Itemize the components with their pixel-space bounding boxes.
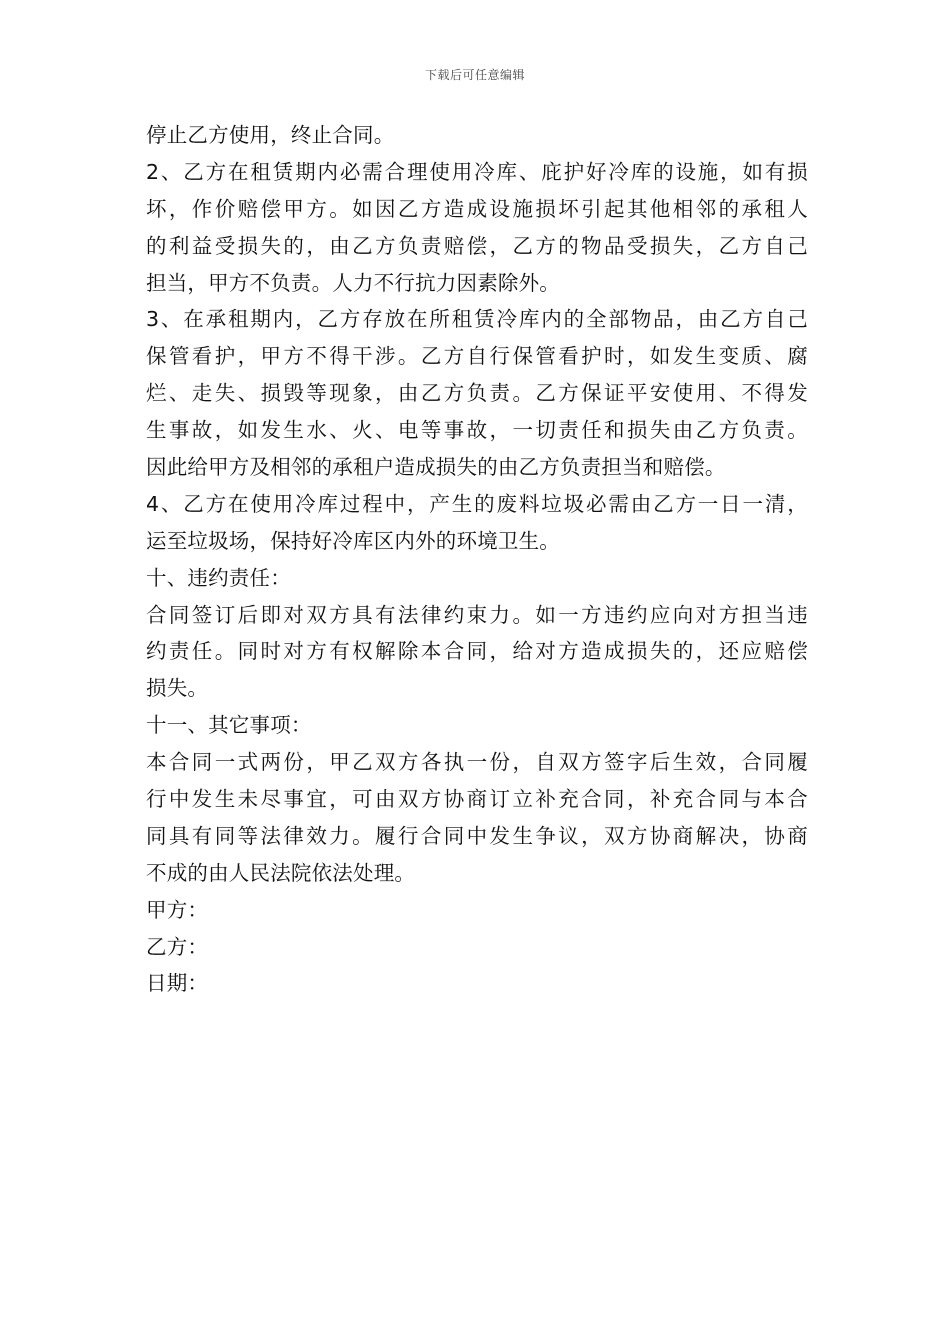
body-line: 运至垃圾场，保持好冷库区内外的环境卫生。 <box>146 528 560 553</box>
body-line: 生事故，如发生水、火、电等事故，一切责任和损失由乙方负责。 <box>146 418 808 443</box>
signature-date: 日期： <box>146 971 209 996</box>
body-line: 本合同一式两份，甲乙双方各执一份，自双方签字后生效，合同履 <box>146 750 808 775</box>
body-line: 的利益受损失的，由乙方负责赔偿，乙方的物品受损失，乙方自己 <box>146 233 808 258</box>
body-line: 保管看护，甲方不得干涉。乙方自行保管看护时，如发生变质、腐 <box>146 344 808 369</box>
body-line: 3、在承租期内，乙方存放在所租赁冷库内的全部物品，由乙方自己 <box>146 307 808 332</box>
body-line: 坏，作价赔偿甲方。如因乙方造成设施损坏引起其他相邻的承租人 <box>146 196 808 221</box>
body-line: 停止乙方使用，终止合同。 <box>146 123 395 147</box>
body-line: 行中发生未尽事宜，可由双方协商订立补充合同，补充合同与本合 <box>146 787 808 812</box>
section-heading: 十一、其它事项： <box>146 713 312 738</box>
signature-party-b: 乙方： <box>146 934 209 959</box>
body-line: 2、乙方在租赁期内必需合理使用冷库、庇护好冷库的设施，如有损 <box>146 159 808 184</box>
document-body <box>146 117 808 1002</box>
body-line: 因此给甲方及相邻的承租户造成损失的由乙方负责担当和赔偿。 <box>146 455 726 480</box>
body-line: 4、乙方在使用冷库过程中，产生的废料垃圾必需由乙方一日一清， <box>146 491 808 516</box>
body-line: 同具有同等法律效力。履行合同中发生争议，双方协商解决，协商 <box>146 823 808 848</box>
section-heading: 十、违约责任： <box>146 565 291 590</box>
body-line: 担当，甲方不负责。人力不行抗力因素除外。 <box>146 270 560 295</box>
body-line: 合同签订后即对双方具有法律约束力。如一方违约应向对方担当违 <box>146 602 808 627</box>
signature-party-a: 甲方： <box>146 897 209 922</box>
body-line: 不成的由人民法院依法处理。 <box>146 860 416 885</box>
body-line: 烂、走失、损毁等现象，由乙方负责。乙方保证平安使用、不得发 <box>146 381 808 406</box>
page-header: 下载后可任意编辑 <box>424 68 525 82</box>
body-line: 损失。 <box>146 676 209 701</box>
body-line: 约责任。同时对方有权解除本合同，给对方造成损失的，还应赔偿 <box>146 639 808 664</box>
